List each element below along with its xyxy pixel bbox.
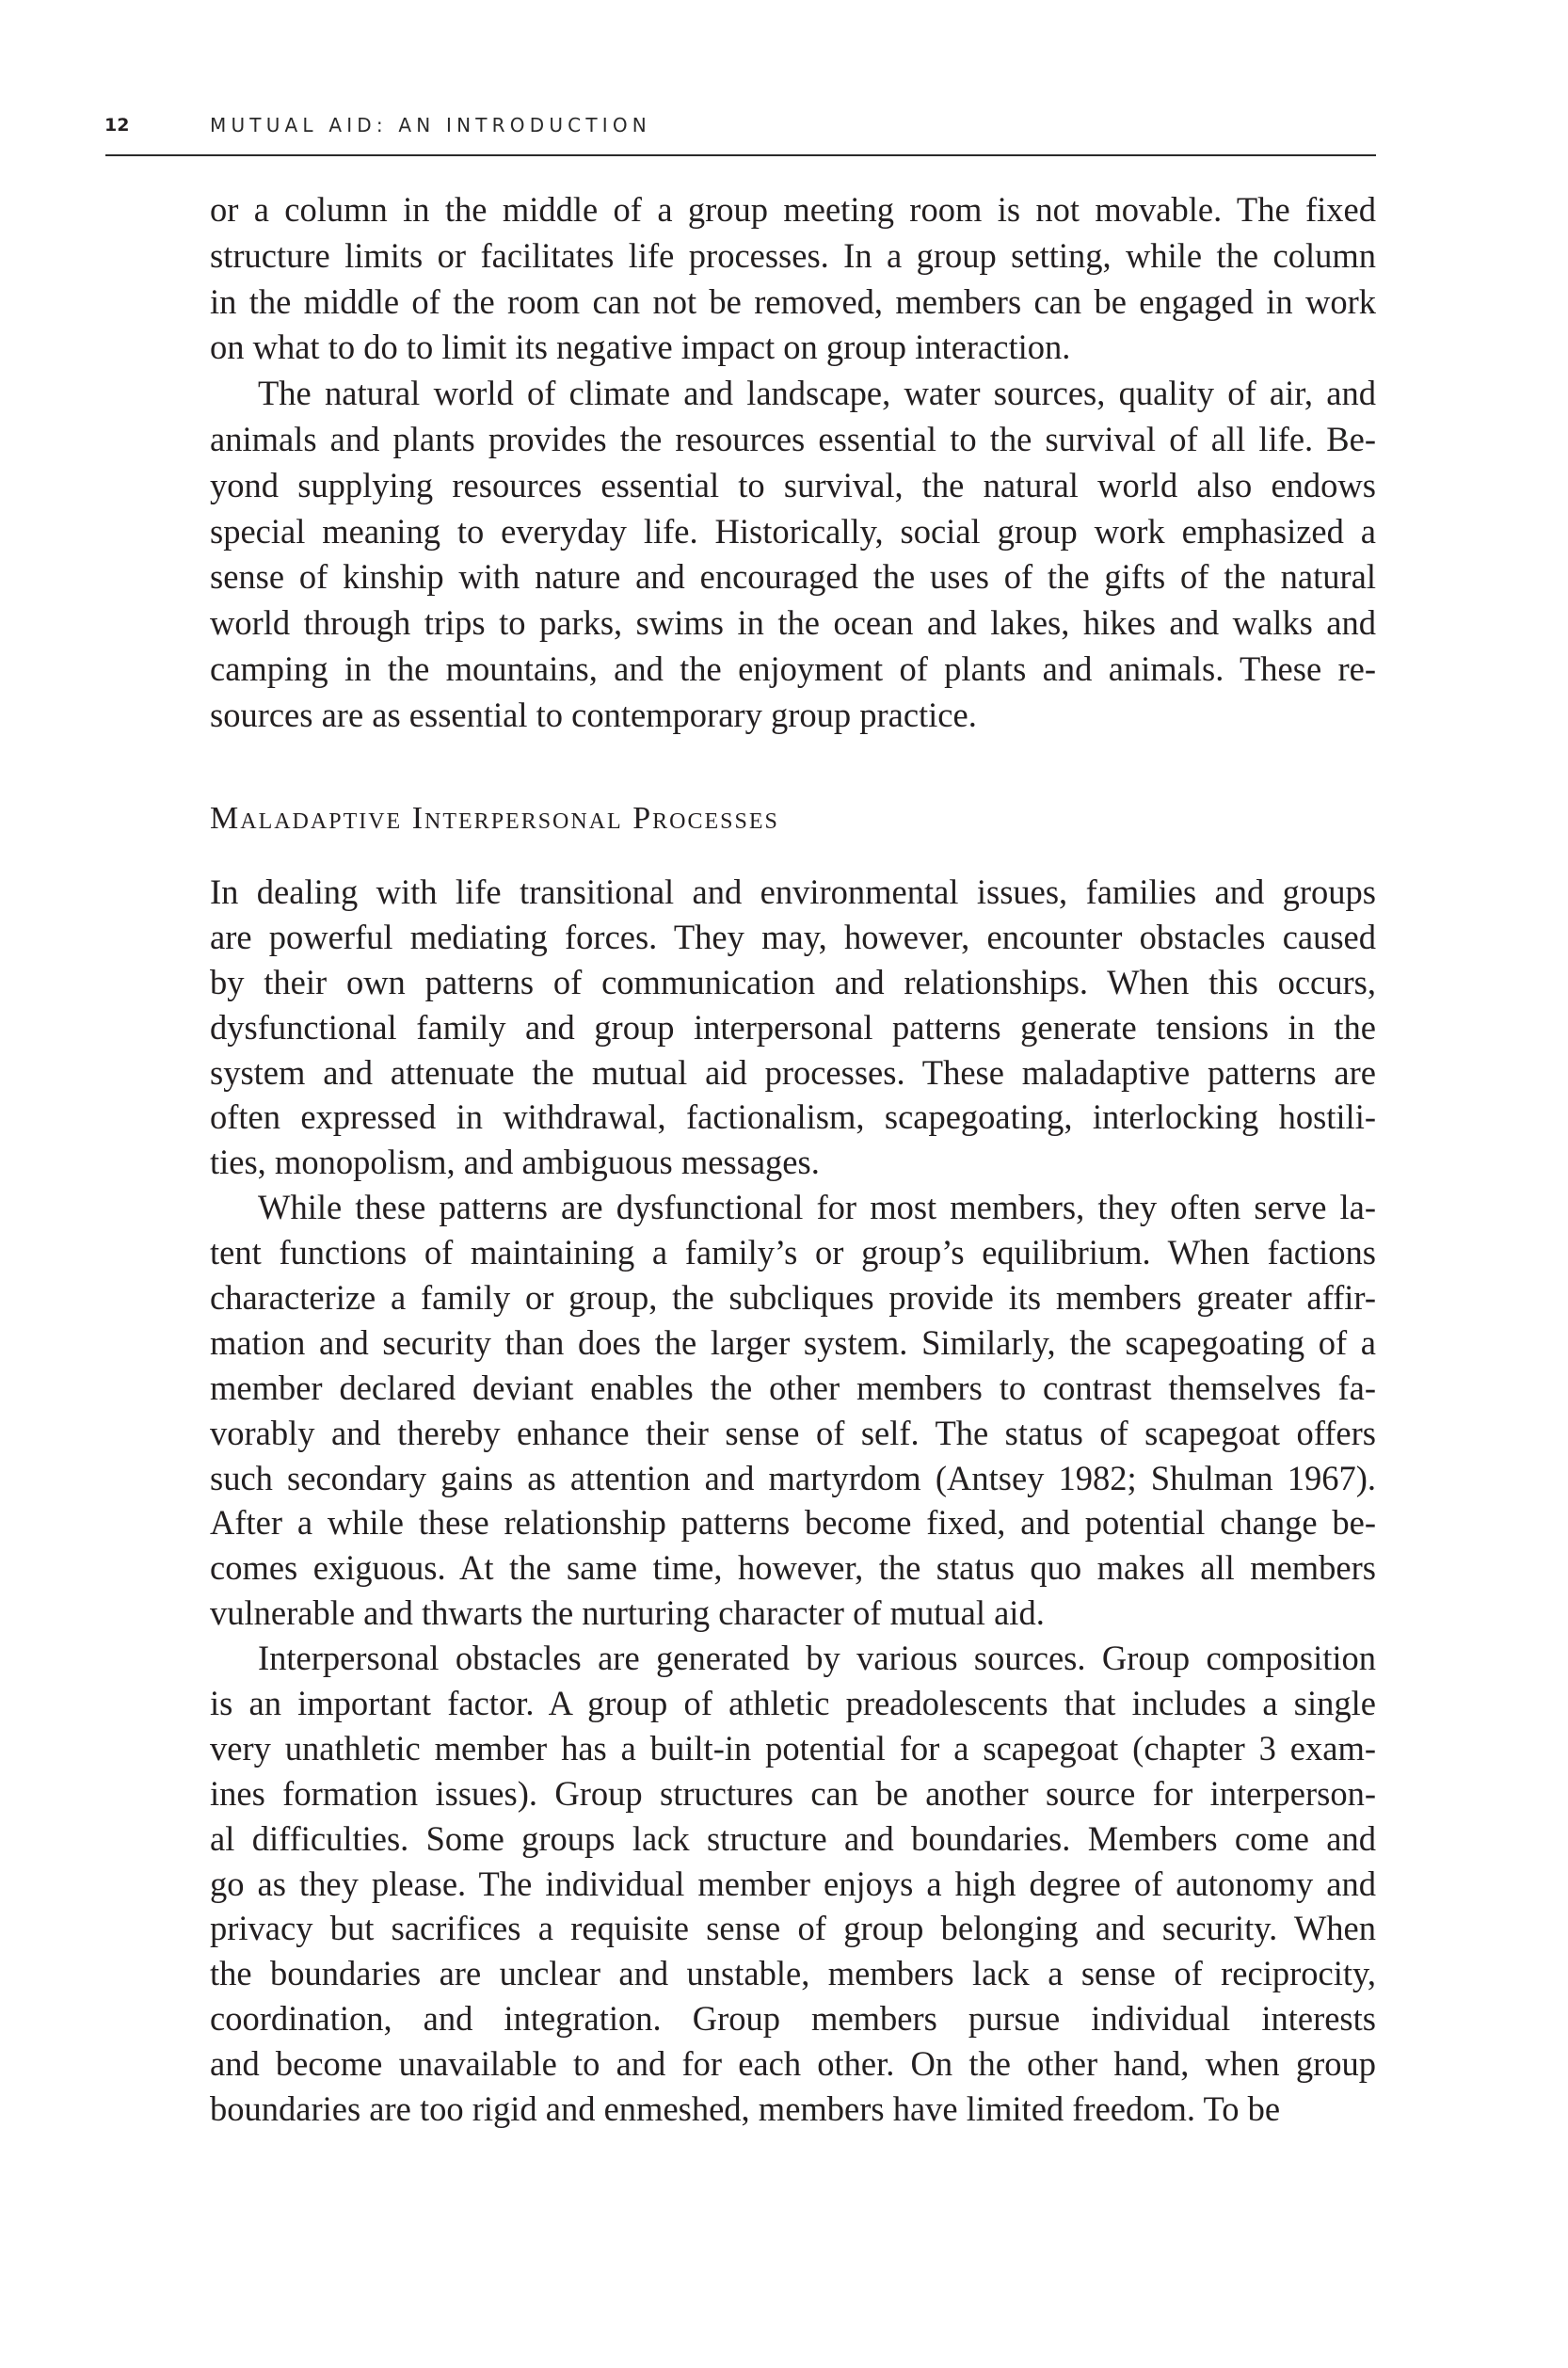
text-line: vulnerable and thwarts the nurturing character of mutual aid. bbox=[210, 1593, 1045, 1633]
page-number: 12 bbox=[104, 115, 130, 136]
text-line: are powerful mediating forces. They may, however, encounter obstacles caused bbox=[210, 917, 1376, 956]
paragraph bbox=[210, 870, 1376, 1185]
text-line: on what to do to limit its negative impact on group interaction. bbox=[210, 328, 1071, 367]
text-line: animals and plants provides the resources essential to the survival of all life. Be- bbox=[210, 419, 1376, 458]
text-line: is an important factor. A group of athletic preadolescents that includes a single bbox=[210, 1684, 1376, 1723]
text-line: The natural world of climate and landscape, water sources, quality of air, and bbox=[258, 374, 1376, 413]
paragraph bbox=[210, 1185, 1376, 1636]
text-line: system and attenuate the mutual aid processes. These maladaptive patterns are bbox=[210, 1052, 1376, 1092]
text-line: camping in the mountains, and the enjoyment of plants and animals. These re- bbox=[210, 648, 1376, 688]
paragraph bbox=[210, 1636, 1376, 2132]
text-line: dysfunctional family and group interpersonal patterns generate tensions in the bbox=[210, 1007, 1376, 1047]
text-line: In dealing with life transitional and environmental issues, families and groups bbox=[210, 872, 1376, 911]
text-line: al difficulties. Some groups lack structure and boundaries. Members come and bbox=[210, 1818, 1376, 1858]
text-line: by their own patterns of communication and relationships. When this occurs, bbox=[210, 962, 1376, 1001]
text-line: member declared deviant enables the other members to contrast themselves fa- bbox=[210, 1368, 1376, 1407]
text-line: sources are as essential to contemporary group practice. bbox=[210, 695, 977, 734]
text-line: ines formation issues). Group structures can be another source for interperson- bbox=[210, 1773, 1376, 1813]
text-line: coordination, and integration. Group members pursue individual interests bbox=[210, 1999, 1376, 2039]
text-line: or a column in the middle of a group meeting room is not movable. The fixed bbox=[210, 190, 1376, 229]
text-line: vorably and thereby enhance their sense of self. The status of scapegoat offers bbox=[210, 1413, 1376, 1452]
body-text-before-heading bbox=[210, 187, 1376, 739]
text-line: the boundaries are unclear and unstable, members lack a sense of reciprocity, bbox=[210, 1954, 1376, 1993]
text-line: After a while these relationship patterns become fixed, and potential change be- bbox=[210, 1503, 1376, 1543]
text-line: sense of kinship with nature and encouraged the uses of the gifts of the natural bbox=[210, 557, 1376, 597]
text-line: ties, monopolism, and ambiguous messages. bbox=[210, 1143, 820, 1182]
text-line: special meaning to everyday life. Historically, social group work emphasized a bbox=[210, 511, 1376, 551]
text-line: and become unavailable to and for each other. On the other hand, when group bbox=[210, 2044, 1376, 2084]
text-line: world through trips to parks, swims in the ocean and lakes, hikes and walks and bbox=[210, 603, 1376, 643]
text-line: very unathletic member has a built-in potential for a scapegoat (chapter 3 exam- bbox=[210, 1728, 1376, 1768]
text-line: in the middle of the room can not be removed, members can be engaged in work bbox=[210, 281, 1376, 321]
text-line: Interpersonal obstacles are generated by various sources. Group composition bbox=[258, 1639, 1376, 1678]
paragraph bbox=[210, 371, 1376, 738]
section-heading: Maladaptive Interpersonal Processes bbox=[210, 801, 779, 836]
text-line: mation and security than does the larger system. Similarly, the scapegoating of a bbox=[210, 1322, 1376, 1362]
text-line: boundaries are too rigid and enmeshed, members have limited freedom. To be bbox=[210, 2089, 1281, 2129]
text-line: characterize a family or group, the subcliques provide its members greater affir- bbox=[210, 1278, 1376, 1318]
header-rule bbox=[105, 154, 1376, 156]
text-line: go as they please. The individual member enjoys a high degree of autonomy and bbox=[210, 1864, 1376, 1903]
text-line: While these patterns are dysfunctional for most members, they often serve la- bbox=[258, 1188, 1376, 1227]
text-line: often expressed in withdrawal, factionalism, scapegoating, interlocking hostili- bbox=[210, 1097, 1376, 1137]
text-line: privacy but sacrifices a requisite sense of group belonging and security. When bbox=[210, 1909, 1376, 1948]
text-line: structure limits or facilitates life processes. In a group setting, while the column bbox=[210, 235, 1376, 275]
text-line: such secondary gains as attention and martyrdom (Antsey 1982; Shulman 1967). bbox=[210, 1458, 1376, 1497]
running-head-title: MUTUAL AID: AN INTRODUCTION bbox=[210, 114, 651, 136]
text-line: yond supplying resources essential to survival, the natural world also endows bbox=[210, 465, 1376, 504]
running-head bbox=[0, 109, 1568, 141]
paragraph bbox=[210, 187, 1376, 371]
text-line: tent functions of maintaining a family’s or group’s equilibrium. When factions bbox=[210, 1233, 1376, 1272]
text-line: comes exiguous. At the same time, however, the status quo makes all members bbox=[210, 1548, 1376, 1588]
body-text-after-heading bbox=[210, 870, 1376, 2132]
